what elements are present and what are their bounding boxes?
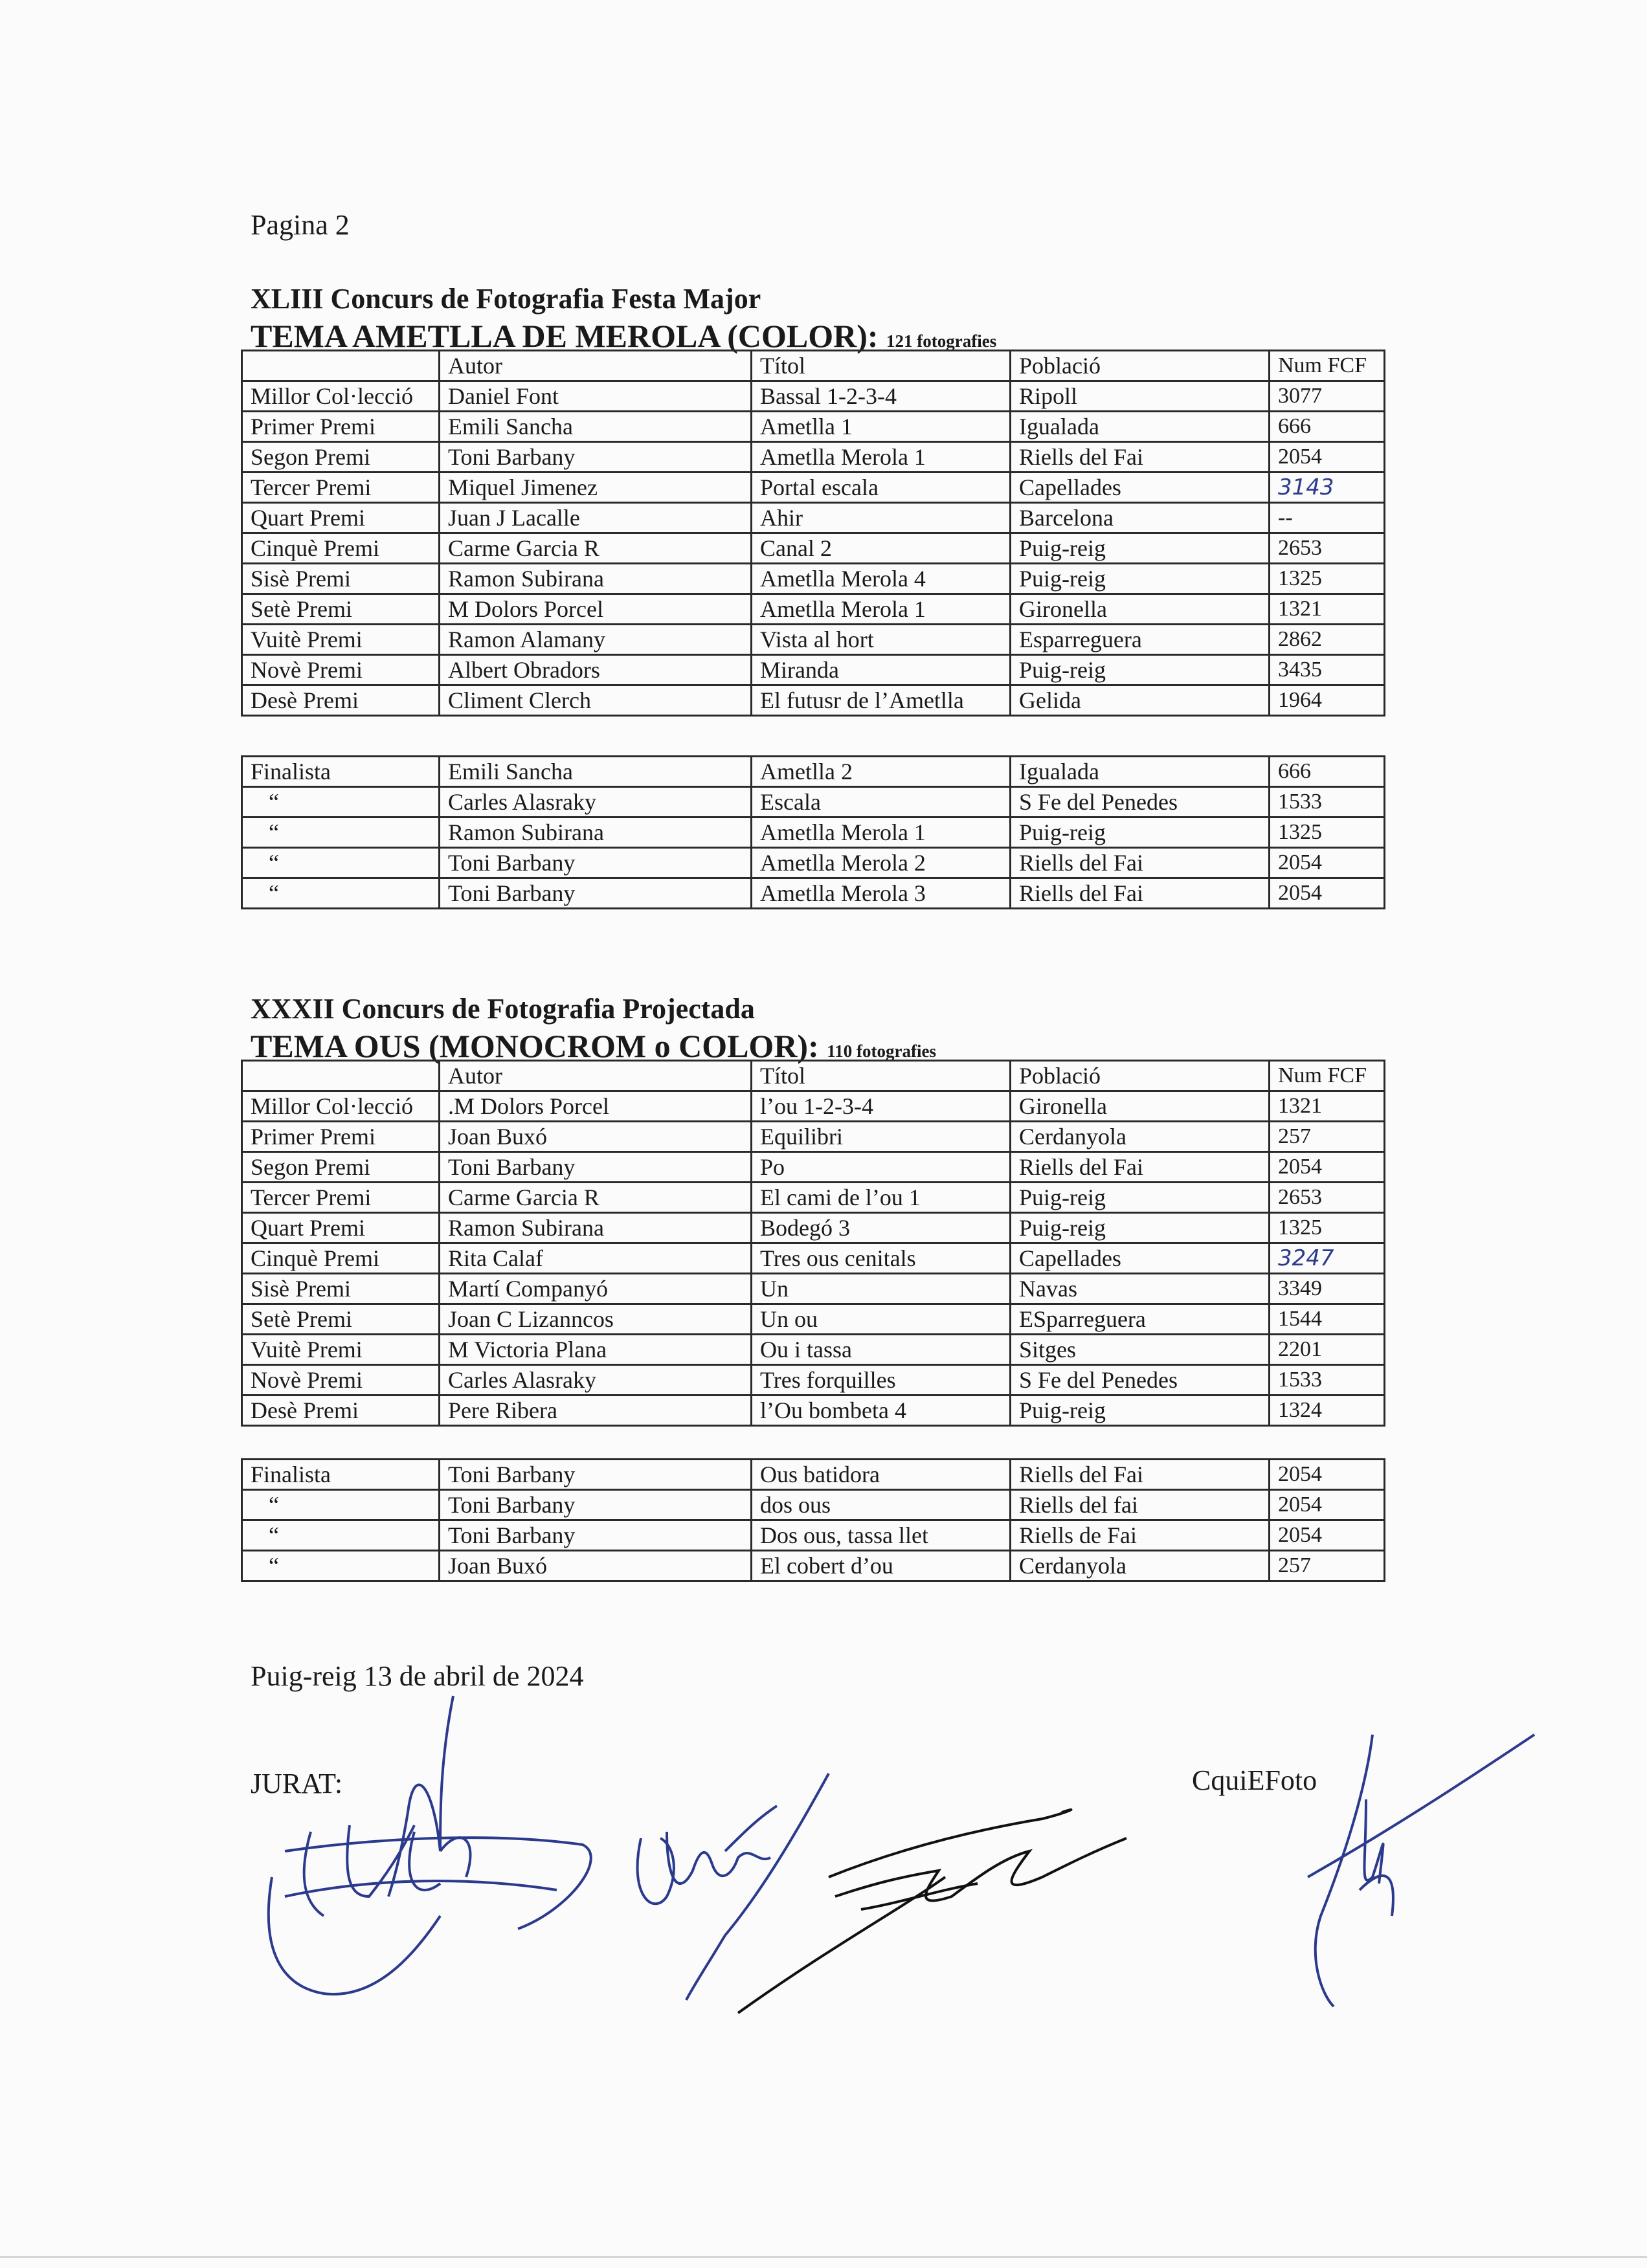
- column-header: Títol: [752, 351, 1011, 381]
- town-cell: Igualada: [1011, 757, 1270, 787]
- prize-cell: Millor Col·lecció: [242, 1091, 440, 1122]
- town-cell: Capellades: [1011, 472, 1270, 503]
- prize-cell: Segon Premi: [242, 442, 440, 472]
- town-cell: Gironella: [1011, 594, 1270, 625]
- column-header: Autor: [440, 351, 752, 381]
- prize-cell: Primer Premi: [242, 412, 440, 442]
- author-cell: Ramon Subirana: [440, 817, 752, 848]
- fcf-number-cell: 1533: [1270, 1365, 1385, 1395]
- fcf-number-cell: 2653: [1270, 533, 1385, 564]
- prize-cell: Primer Premi: [242, 1122, 440, 1152]
- table-row: [242, 817, 1385, 848]
- title-cell: Ametlla Merola 4: [752, 564, 1011, 594]
- town-cell: Puig-reig: [1011, 533, 1270, 564]
- prize-cell: Sisè Premi: [242, 1274, 440, 1304]
- table-row: [242, 1213, 1385, 1243]
- author-cell: Emili Sancha: [440, 757, 752, 787]
- table-row: [242, 878, 1385, 909]
- section1-theme: TEMA AMETLLA DE MEROLA (COLOR):: [251, 318, 879, 354]
- table-row: [242, 594, 1385, 625]
- fcf-number-cell: 1544: [1270, 1304, 1385, 1335]
- table-row: [242, 625, 1385, 655]
- column-header: Num FCF: [1270, 351, 1385, 381]
- table-row: [242, 1091, 1385, 1122]
- town-cell: Puig-reig: [1011, 655, 1270, 685]
- fcf-number-cell: 1325: [1270, 564, 1385, 594]
- town-cell: S Fe del Penedes: [1011, 1365, 1270, 1395]
- fcf-number-cell: 2201: [1270, 1335, 1385, 1365]
- title-cell: Vista al hort: [752, 625, 1011, 655]
- town-cell: Cerdanyola: [1011, 1122, 1270, 1152]
- prize-cell: Tercer Premi: [242, 1183, 440, 1213]
- table-row: [242, 1395, 1385, 1426]
- author-cell: Carles Alasraky: [440, 1365, 752, 1395]
- prize-cell: Setè Premi: [242, 1304, 440, 1335]
- column-header: Autor: [440, 1061, 752, 1091]
- fcf-number-cell: 3349: [1270, 1274, 1385, 1304]
- prize-cell: “: [242, 1490, 440, 1520]
- title-cell: Un: [752, 1274, 1011, 1304]
- town-cell: Puig-reig: [1011, 564, 1270, 594]
- title-cell: Equilibri: [752, 1122, 1011, 1152]
- table-row: [242, 1304, 1385, 1335]
- section1-count: 121 fotografies: [886, 331, 997, 351]
- table-row: [242, 1183, 1385, 1213]
- title-cell: Bodegó 3: [752, 1213, 1011, 1243]
- author-cell: .M Dolors Porcel: [440, 1091, 752, 1122]
- author-cell: M Victoria Plana: [440, 1335, 752, 1365]
- table-row: [242, 381, 1385, 412]
- prize-cell: Novè Premi: [242, 1365, 440, 1395]
- column-header: Població: [1011, 351, 1270, 381]
- author-cell: Juan J Lacalle: [440, 503, 752, 533]
- fcf-number-cell: 3077: [1270, 381, 1385, 412]
- title-cell: Ametlla Merola 3: [752, 878, 1011, 909]
- table-row: [242, 685, 1385, 716]
- town-cell: Navas: [1011, 1274, 1270, 1304]
- title-cell: El cami de l’ou 1: [752, 1183, 1011, 1213]
- fcf-number-cell: 3247: [1270, 1243, 1385, 1274]
- town-cell: Igualada: [1011, 412, 1270, 442]
- title-cell: Un ou: [752, 1304, 1011, 1335]
- section1-prizes-table: [241, 350, 1385, 717]
- table-row: [242, 1335, 1385, 1365]
- section1-theme-line: [251, 320, 996, 352]
- fcf-number-cell: 1324: [1270, 1395, 1385, 1426]
- title-cell: Po: [752, 1152, 1011, 1183]
- table-row: [242, 472, 1385, 503]
- page-label: Pagina 2: [251, 209, 350, 241]
- author-cell: Joan Buxó: [440, 1122, 752, 1152]
- author-cell: Ramon Subirana: [440, 1213, 752, 1243]
- author-cell: Pere Ribera: [440, 1395, 752, 1426]
- fcf-number-cell: 257: [1270, 1122, 1385, 1152]
- prize-cell: “: [242, 1520, 440, 1551]
- town-cell: Puig-reig: [1011, 1395, 1270, 1426]
- fcf-number-cell: 3435: [1270, 655, 1385, 685]
- section1-title: XLIII Concurs de Fotografia Festa Major: [251, 283, 761, 315]
- author-cell: Daniel Font: [440, 381, 752, 412]
- town-cell: Barcelona: [1011, 503, 1270, 533]
- town-cell: Riells del Fai: [1011, 848, 1270, 878]
- author-cell: Carles Alasraky: [440, 787, 752, 817]
- author-cell: M Dolors Porcel: [440, 594, 752, 625]
- author-cell: Climent Clerch: [440, 685, 752, 716]
- town-cell: Puig-reig: [1011, 1183, 1270, 1213]
- title-cell: Ametlla 2: [752, 757, 1011, 787]
- table-row: [242, 848, 1385, 878]
- author-cell: Joan Buxó: [440, 1551, 752, 1581]
- author-cell: Ramon Alamany: [440, 625, 752, 655]
- prize-cell: Cinquè Premi: [242, 533, 440, 564]
- section2-theme-line: [251, 1030, 936, 1062]
- signature-4: [1269, 1722, 1541, 2019]
- prize-cell: Desè Premi: [242, 685, 440, 716]
- title-cell: l’Ou bombeta 4: [752, 1395, 1011, 1426]
- town-cell: ESparreguera: [1011, 1304, 1270, 1335]
- prize-cell: Finalista: [242, 757, 440, 787]
- prize-cell: Sisè Premi: [242, 564, 440, 594]
- town-cell: Riells del Fai: [1011, 1460, 1270, 1490]
- prize-cell: Finalista: [242, 1460, 440, 1490]
- fcf-number-cell: 1964: [1270, 685, 1385, 716]
- fcf-number-cell: 2054: [1270, 878, 1385, 909]
- prize-cell: Vuitè Premi: [242, 625, 440, 655]
- section2-heading: [251, 995, 936, 1062]
- column-header: [242, 351, 440, 381]
- prize-cell: Quart Premi: [242, 503, 440, 533]
- prize-cell: “: [242, 817, 440, 848]
- town-cell: Sitges: [1011, 1335, 1270, 1365]
- fcf-number-cell: 1533: [1270, 787, 1385, 817]
- column-header: Població: [1011, 1061, 1270, 1091]
- table-row: [242, 1152, 1385, 1183]
- author-cell: Toni Barbany: [440, 1152, 752, 1183]
- section2-finalists-table: [241, 1458, 1385, 1582]
- author-cell: Ramon Subirana: [440, 564, 752, 594]
- prize-cell: “: [242, 848, 440, 878]
- title-cell: Portal escala: [752, 472, 1011, 503]
- column-header: [242, 1061, 440, 1091]
- table-row: [242, 1243, 1385, 1274]
- prize-cell: Quart Premi: [242, 1213, 440, 1243]
- place-and-date: Puig-reig 13 de abril de 2024: [251, 1660, 584, 1692]
- author-cell: Miquel Jimenez: [440, 472, 752, 503]
- author-cell: Martí Companyó: [440, 1274, 752, 1304]
- section2-prizes-table: [241, 1060, 1385, 1427]
- title-cell: Miranda: [752, 655, 1011, 685]
- table-row: [242, 1551, 1385, 1581]
- fcf-number-cell: 2054: [1270, 442, 1385, 472]
- prize-cell: Novè Premi: [242, 655, 440, 685]
- author-cell: Toni Barbany: [440, 878, 752, 909]
- section2-theme: TEMA OUS (MONOCROM o COLOR):: [251, 1028, 819, 1064]
- section1-heading: [251, 285, 996, 352]
- author-cell: Toni Barbany: [440, 1520, 752, 1551]
- table-row: [242, 442, 1385, 472]
- town-cell: Ripoll: [1011, 381, 1270, 412]
- title-cell: El cobert d’ou: [752, 1551, 1011, 1581]
- title-cell: Tres ous cenitals: [752, 1243, 1011, 1274]
- town-cell: Riells de Fai: [1011, 1520, 1270, 1551]
- title-cell: Ametlla Merola 1: [752, 442, 1011, 472]
- section1-finalists-table: [241, 755, 1385, 909]
- prize-cell: Millor Col·lecció: [242, 381, 440, 412]
- prize-cell: Cinquè Premi: [242, 1243, 440, 1274]
- table-row: [242, 533, 1385, 564]
- fcf-number-cell: 257: [1270, 1551, 1385, 1581]
- fcf-number-cell: 2054: [1270, 1490, 1385, 1520]
- town-cell: Riells del Fai: [1011, 878, 1270, 909]
- column-header: Num FCF: [1270, 1061, 1385, 1091]
- table-row: [242, 503, 1385, 533]
- signature-3: [732, 1780, 1159, 2026]
- town-cell: Capellades: [1011, 1243, 1270, 1274]
- prize-cell: “: [242, 1551, 440, 1581]
- town-cell: Esparreguera: [1011, 625, 1270, 655]
- town-cell: Puig-reig: [1011, 1213, 1270, 1243]
- author-cell: Carme Garcia R: [440, 1183, 752, 1213]
- fcf-number-cell: 1321: [1270, 594, 1385, 625]
- town-cell: Gironella: [1011, 1091, 1270, 1122]
- town-cell: Gelida: [1011, 685, 1270, 716]
- table-row: [242, 1274, 1385, 1304]
- author-cell: Toni Barbany: [440, 848, 752, 878]
- table-row: [242, 564, 1385, 594]
- prize-cell: Desè Premi: [242, 1395, 440, 1426]
- table-row: [242, 1490, 1385, 1520]
- author-cell: Toni Barbany: [440, 442, 752, 472]
- prize-cell: “: [242, 787, 440, 817]
- table-row: [242, 1460, 1385, 1490]
- town-cell: Cerdanyola: [1011, 1551, 1270, 1581]
- title-cell: Dos ous, tassa llet: [752, 1520, 1011, 1551]
- title-cell: Escala: [752, 787, 1011, 817]
- table-row: [242, 787, 1385, 817]
- table-row: [242, 655, 1385, 685]
- section2-count: 110 fotografies: [827, 1041, 936, 1061]
- header-row: [242, 351, 1385, 381]
- fcf-number-cell: --: [1270, 503, 1385, 533]
- fcf-number-cell: 2862: [1270, 625, 1385, 655]
- town-cell: Riells del Fai: [1011, 442, 1270, 472]
- title-cell: dos ous: [752, 1490, 1011, 1520]
- signature-1: [246, 1683, 609, 2007]
- fcf-number-cell: 666: [1270, 757, 1385, 787]
- title-cell: Ou i tassa: [752, 1335, 1011, 1365]
- prize-cell: Segon Premi: [242, 1152, 440, 1183]
- prize-cell: “: [242, 878, 440, 909]
- town-cell: Riells del Fai: [1011, 1152, 1270, 1183]
- table-row: [242, 1365, 1385, 1395]
- title-cell: Canal 2: [752, 533, 1011, 564]
- title-cell: Ametlla 1: [752, 412, 1011, 442]
- fcf-number-cell: 666: [1270, 412, 1385, 442]
- fcf-number-cell: 1321: [1270, 1091, 1385, 1122]
- author-cell: Toni Barbany: [440, 1490, 752, 1520]
- table-row: [242, 412, 1385, 442]
- author-cell: Joan C Lizanncos: [440, 1304, 752, 1335]
- fcf-number-cell: 1325: [1270, 1213, 1385, 1243]
- club-label: CquiEFoto: [1192, 1764, 1317, 1796]
- title-cell: Ametlla Merola 1: [752, 594, 1011, 625]
- title-cell: Bassal 1-2-3-4: [752, 381, 1011, 412]
- author-cell: Toni Barbany: [440, 1460, 752, 1490]
- fcf-number-cell: 2054: [1270, 848, 1385, 878]
- title-cell: l’ou 1-2-3-4: [752, 1091, 1011, 1122]
- title-cell: Ous batidora: [752, 1460, 1011, 1490]
- author-cell: Albert Obradors: [440, 655, 752, 685]
- prize-cell: Vuitè Premi: [242, 1335, 440, 1365]
- fcf-number-cell: 1325: [1270, 817, 1385, 848]
- title-cell: Ametlla Merola 1: [752, 817, 1011, 848]
- title-cell: Tres forquilles: [752, 1365, 1011, 1395]
- column-header: Títol: [752, 1061, 1011, 1091]
- header-row: [242, 1061, 1385, 1091]
- town-cell: Puig-reig: [1011, 817, 1270, 848]
- title-cell: Ametlla Merola 2: [752, 848, 1011, 878]
- table-row: [242, 1122, 1385, 1152]
- author-cell: Rita Calaf: [440, 1243, 752, 1274]
- fcf-number-cell: 2054: [1270, 1152, 1385, 1183]
- town-cell: S Fe del Penedes: [1011, 787, 1270, 817]
- title-cell: Ahir: [752, 503, 1011, 533]
- prize-cell: Setè Premi: [242, 594, 440, 625]
- table-row: [242, 757, 1385, 787]
- jury-label: JURAT:: [251, 1768, 343, 1799]
- fcf-number-cell: 3143: [1270, 472, 1385, 503]
- author-cell: Emili Sancha: [440, 412, 752, 442]
- table-row: [242, 1520, 1385, 1551]
- fcf-number-cell: 2054: [1270, 1520, 1385, 1551]
- scan-edge-line: [0, 2256, 1647, 2258]
- fcf-number-cell: 2653: [1270, 1183, 1385, 1213]
- town-cell: Riells del fai: [1011, 1490, 1270, 1520]
- fcf-number-cell: 2054: [1270, 1460, 1385, 1490]
- author-cell: Carme Garcia R: [440, 533, 752, 564]
- section2-title: XXXII Concurs de Fotografia Projectada: [251, 993, 755, 1025]
- prize-cell: Tercer Premi: [242, 472, 440, 503]
- title-cell: El futusr de l’Ametlla: [752, 685, 1011, 716]
